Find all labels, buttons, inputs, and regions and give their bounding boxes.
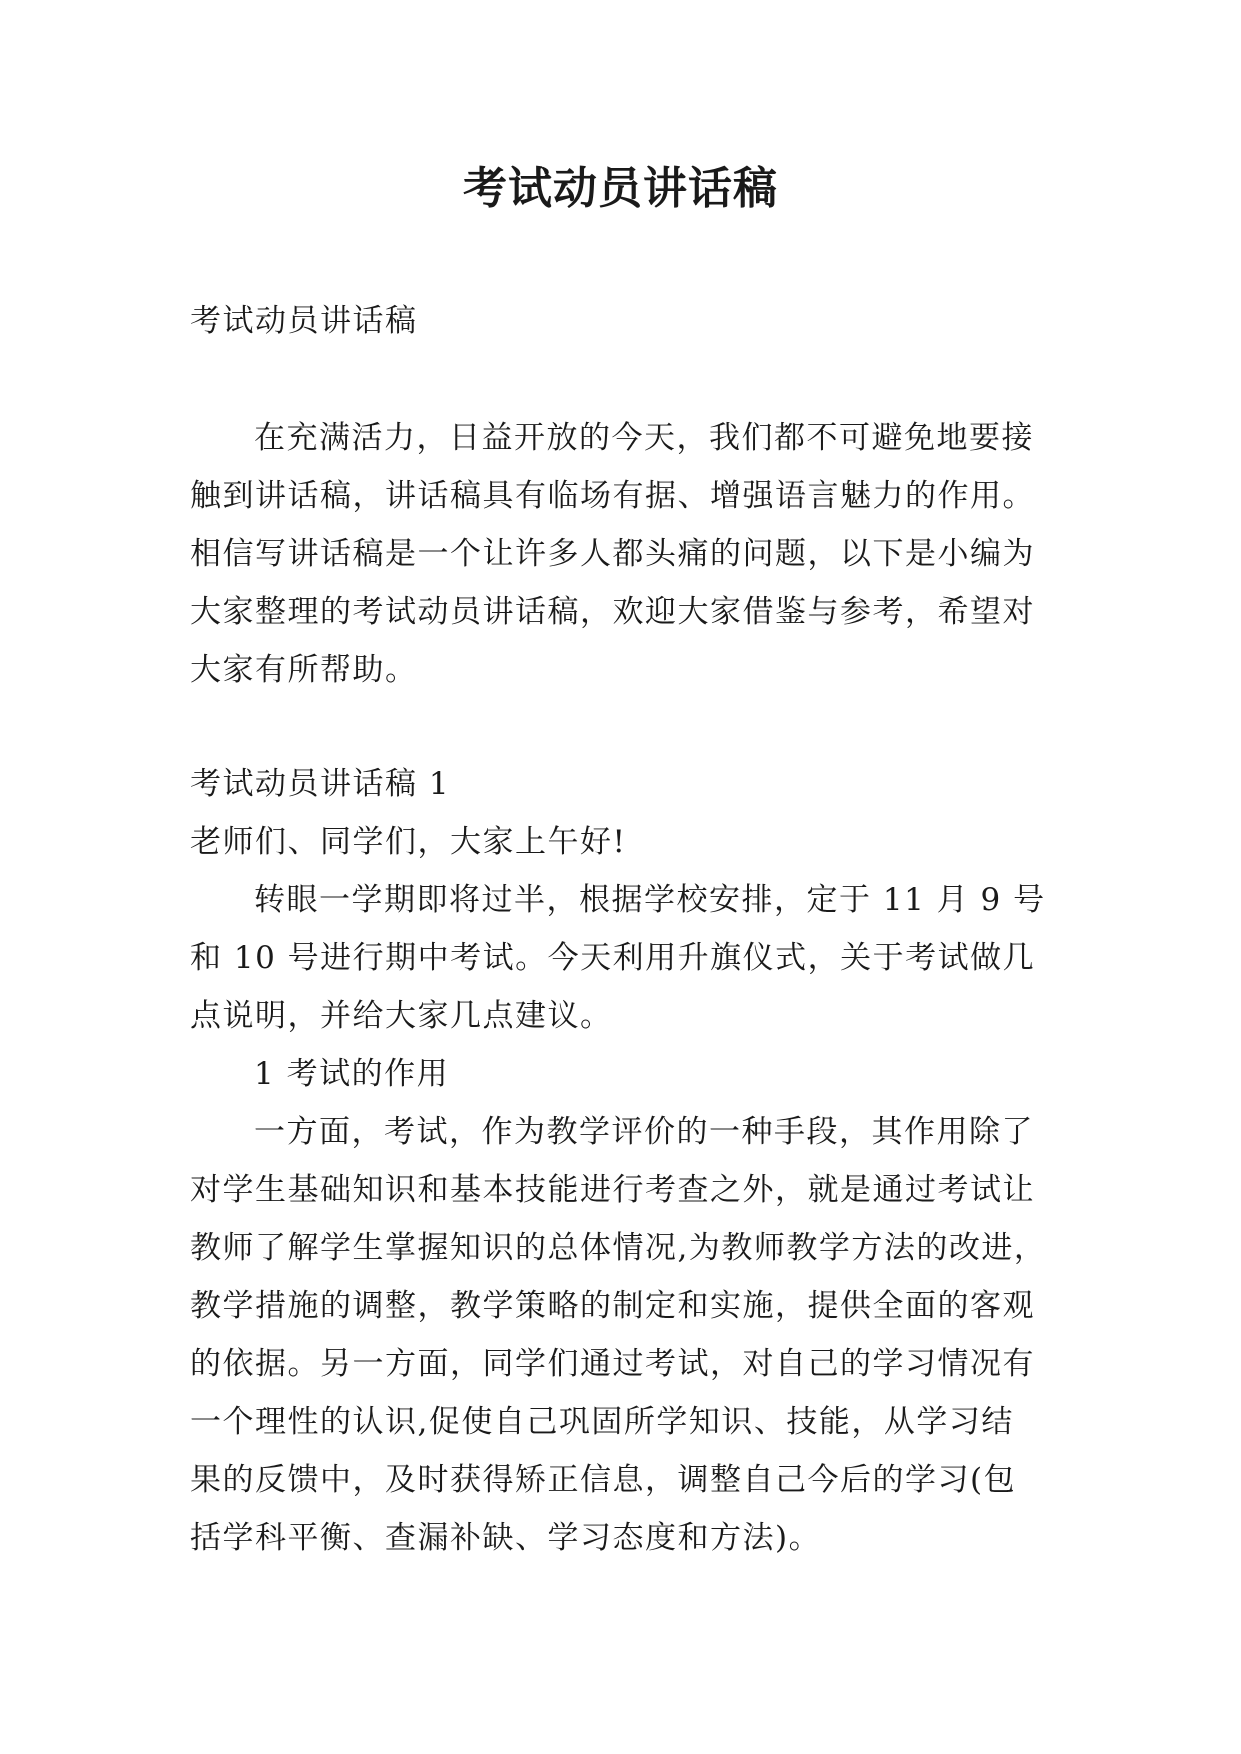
intro-line-3: 相信写讲话稿是一个让许多人都头痛的问题，以下是小编为 [190,536,1035,572]
document-title: 考试动员讲话稿 [463,163,778,214]
role-line-6: 一个理性的认识,促使自己巩固所学知识、技能，从学习结 [190,1404,1014,1440]
role-line-1: 一方面，考试，作为教学评价的一种手段，其作用除了 [254,1114,1034,1150]
document-body [190,292,1060,1567]
role-line-2: 对学生基础知识和基本技能进行考查之外，就是通过考试让 [190,1172,1035,1208]
schedule-line-2: 和 10 号进行期中考试。今天利用升旗仪式，关于考试做几 [190,940,1036,976]
greeting-line: 老师们、同学们，大家上午好! [190,824,627,860]
role-line-4: 教学措施的调整，教学策略的制定和实施，提供全面的客观 [190,1288,1035,1324]
schedule-line-1: 转眼一学期即将过半，根据学校安排，定于 11 月 9 号 [254,882,1046,918]
role-line-3: 教师了解学生掌握知识的总体情况,为教师教学方法的改进， [190,1230,1047,1266]
intro-line-5: 大家有所帮助。 [190,652,418,688]
exam-role-paragraph [190,1103,1060,1567]
schedule-line-3: 点说明，并给大家几点建议。 [190,998,613,1034]
intro-line-4: 大家整理的考试动员讲话稿，欢迎大家借鉴与参考，希望对 [190,594,1035,630]
document-subtitle: 考试动员讲话稿 [190,303,418,339]
role-line-8: 括学科平衡、查漏补缺、学习态度和方法)。 [190,1520,822,1556]
role-line-5: 的依据。另一方面，同学们通过考试，对自己的学习情况有 [190,1346,1035,1382]
intro-paragraph [190,409,1060,699]
role-line-7: 果的反馈中，及时获得矫正信息，调整自己今后的学习(包 [190,1462,1017,1498]
schedule-paragraph [190,871,1060,1045]
intro-line-2: 触到讲话稿，讲话稿具有临场有据、增强语言魅力的作用。 [190,478,1035,514]
intro-line-1: 在充满活力，日益开放的今天，我们都不可避免地要接 [254,420,1034,456]
section-heading: 考试动员讲话稿 1 [190,766,451,802]
point-heading: 1 考试的作用 [254,1056,450,1092]
